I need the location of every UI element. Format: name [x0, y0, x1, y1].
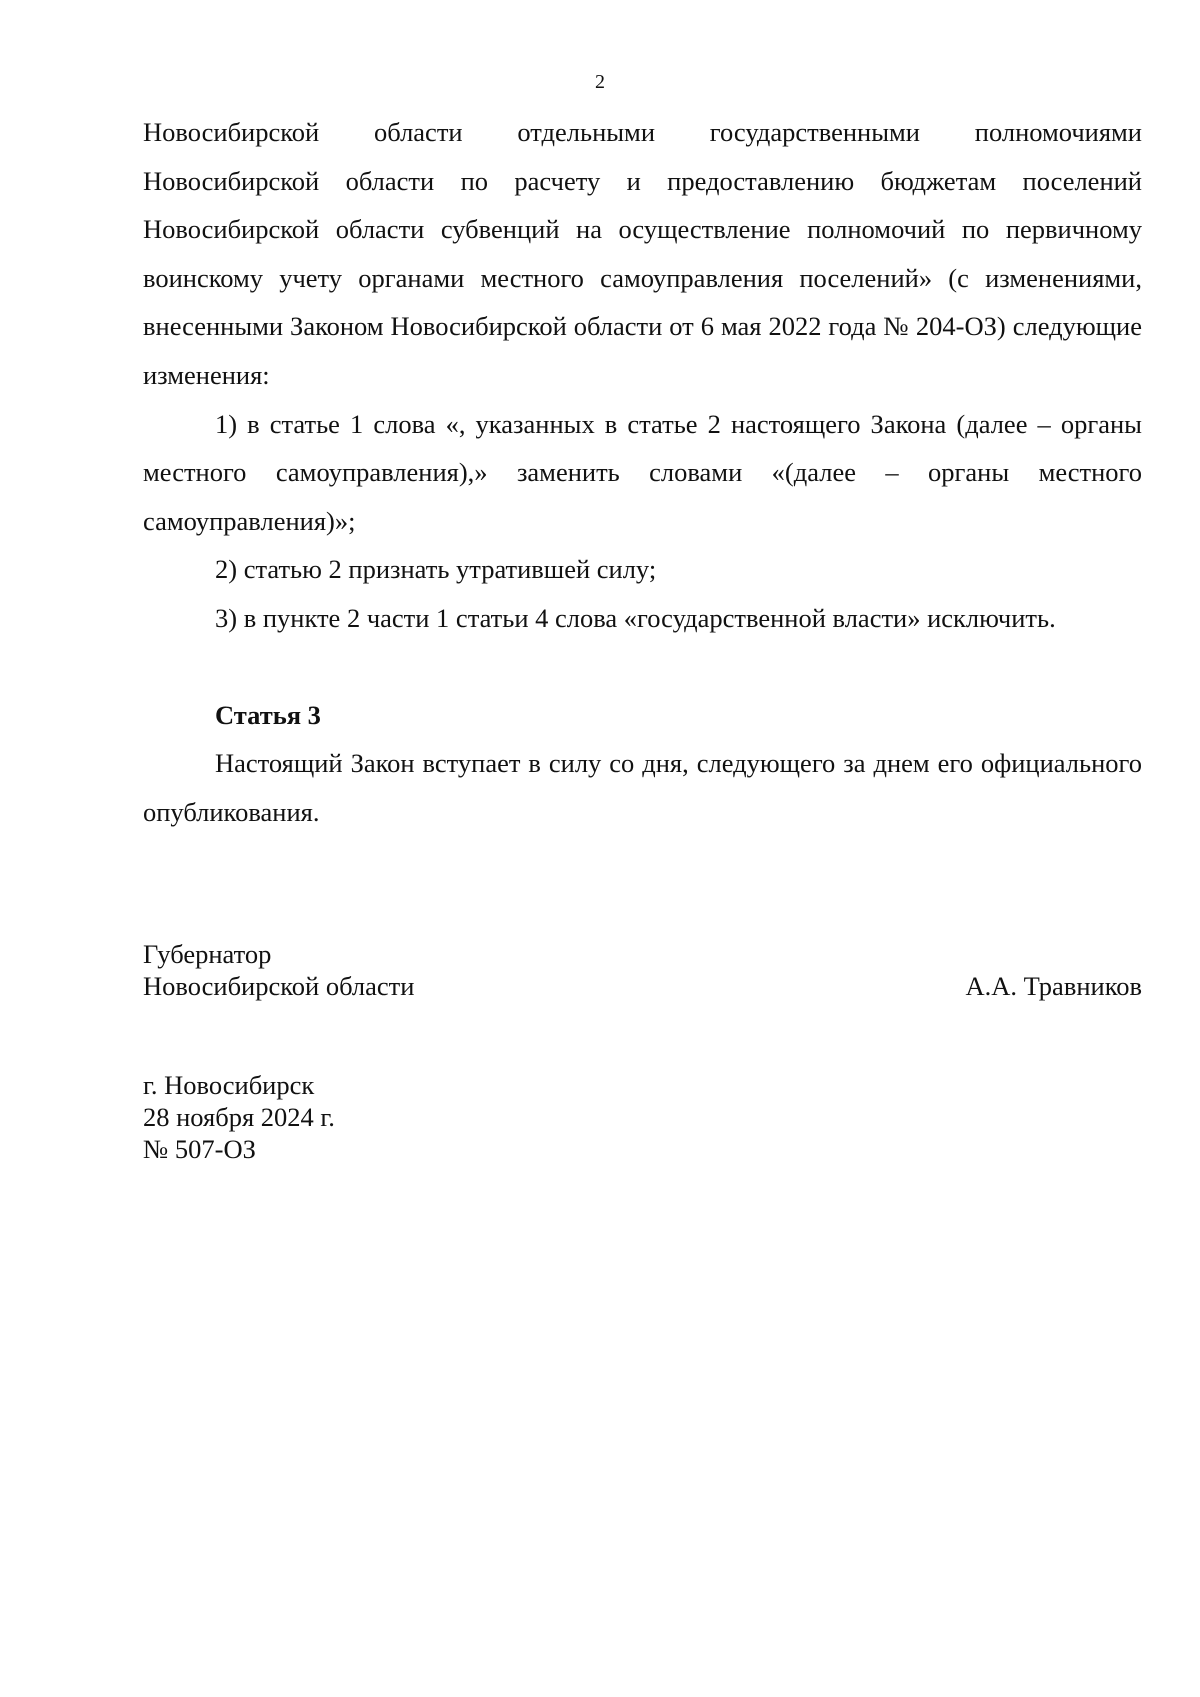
amendment-item-2: 2) статью 2 признать утратившей силу; [215, 554, 657, 585]
signature-position-line2: Новосибирской области [143, 971, 415, 1001]
intro-paragraph-first-line: Новосибирской области отдельными государственными полномочиями [143, 117, 1142, 147]
signature-row [143, 970, 1142, 1002]
article-3-text: Настоящий Закон вступает в силу со дня, следующего за днем его официального опубликования. [143, 748, 1142, 827]
article-3-heading: Статья 3 [215, 699, 321, 730]
place-date-number-block [143, 1069, 335, 1165]
signature-block [143, 938, 1142, 1002]
signature-position-line1: Губернатор [143, 939, 272, 969]
date-of-signing: 28 ноября 2024 г. [143, 1102, 335, 1132]
place-of-signing: г. Новосибирск [143, 1070, 315, 1100]
signatory-name: А.А. Травников [965, 971, 1142, 1001]
amendment-item-1: 1) в статье 1 слова «, указанных в статье 2 настоящего Закона (далее – органы местного самоуправления),» заменить словами «(далее – органы местного самоуправления)»; [143, 408, 1142, 536]
page-number: 2 [595, 71, 605, 93]
law-number: № 507-ОЗ [143, 1134, 256, 1164]
intro-paragraph: Новосибирской области по расчету и предоставлению бюджетам поселений Новосибирской области субвенций на осуществление полномочий по первичному воинскому учету органами местного самоуправления поселений» (с изменениями, внесенными Законом Новосибирской области от 6 мая 2022 года № 204-ОЗ) следующие изменения: [143, 165, 1142, 390]
document-body [143, 108, 1142, 836]
amendment-item-3: 3) в пункте 2 части 1 статьи 4 слова «государственной власти» исключить. [215, 602, 1056, 633]
